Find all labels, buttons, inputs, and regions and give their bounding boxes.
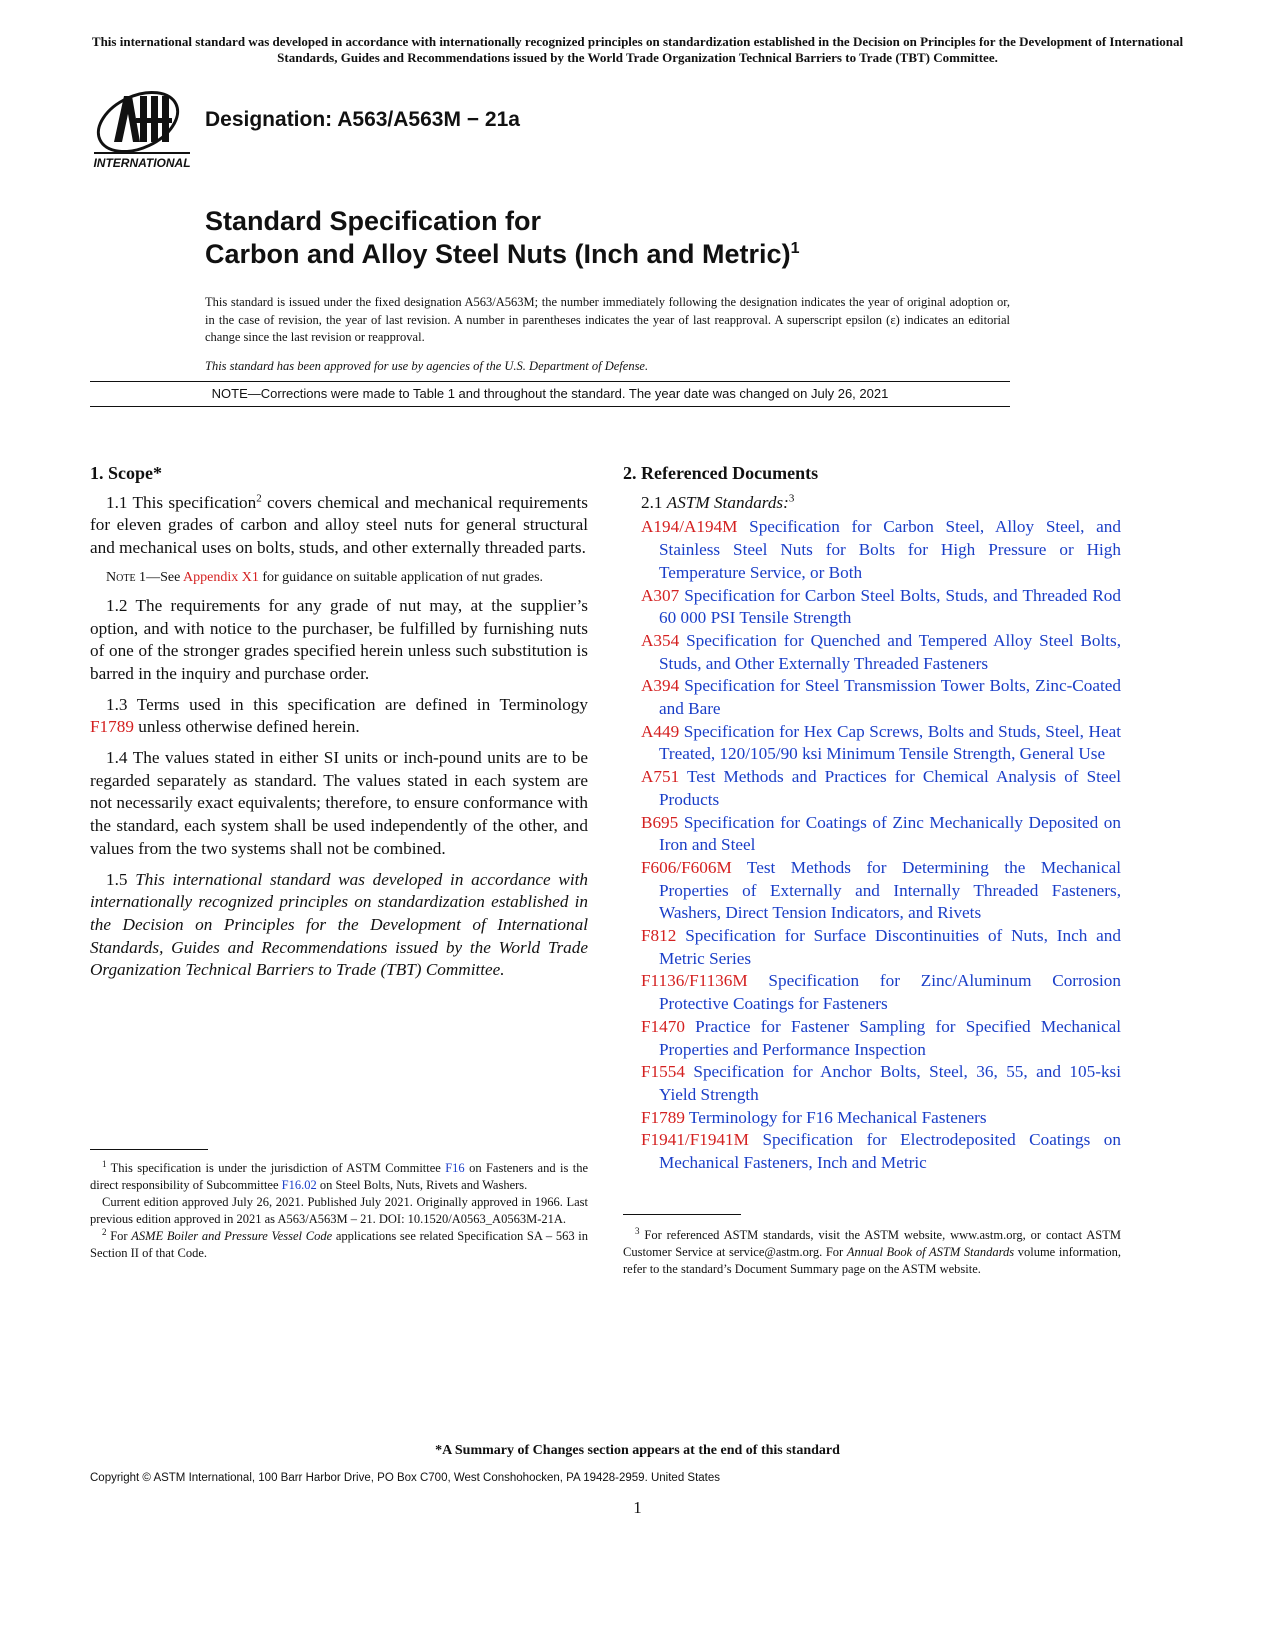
reference-item xyxy=(623,1061,1121,1106)
note-1: Note 1—See Appendix X1 for guidance on suitable application of nut grades. xyxy=(106,569,544,585)
reference-title-link[interactable]: Specification for Anchor Bolts, Steel, 36, 55, and 105-ksi Yield Strength xyxy=(659,1062,1121,1104)
tbt-notice: This international standard was developed in accordance with internationally recognized principles on standardization established in the Decision on Principles for the Development of International Standards, Guides and Recommendations issued by the World Trade Organization Technical Barriers to Trade (TBT) Committee. xyxy=(91,34,1184,65)
scope-1-4: 1.4 The values stated in either SI units or inch-pound units are to be regarded separately as standard. The values stated in each system are not necessarily exact equivalents; therefore, to ensure conformance with the standard, each system shall be used independently of the other, and values from the two systems shall not be combined. xyxy=(90,748,588,858)
reference-code-link[interactable]: A354 xyxy=(641,630,680,650)
reference-item xyxy=(623,857,1121,925)
reference-item xyxy=(623,766,1121,811)
reference-code-link[interactable]: F1470 xyxy=(641,1016,685,1036)
appendix-x1-link[interactable]: Appendix X1 xyxy=(183,569,259,585)
footnote-rule-right xyxy=(623,1214,741,1215)
reference-code-link[interactable]: F606/F606M xyxy=(641,857,732,877)
reference-code-link[interactable]: F1136/F1136M xyxy=(641,971,748,991)
footnote-edition: Current edition approved July 26, 2021. Published July 2021. Originally approved in 1966. Last previous edition approved in 2021 as A563/A563M – 21. DOI: 10.1520/A0563_A0563M-21A. xyxy=(90,1195,588,1226)
reference-code-link[interactable]: A449 xyxy=(641,721,680,741)
footnote-2: $^2$ For ASME Boiler and Pressure Vessel Code applications see related Specification SA – 563 in Section II of that Code. xyxy=(90,1226,589,1260)
reference-title-link[interactable]: Specification for Electrodeposited Coatings on Mechanical Fasteners, Inch and Metric xyxy=(659,1130,1121,1173)
reference-code-link[interactable]: F1789 xyxy=(641,1107,685,1127)
scope-1-3: 1.3 Terms used in this specification are defined in Terminology F1789 unless otherwise defined herein. xyxy=(90,694,588,737)
scope-1-1: 1.1 This specification$^2$ covers chemical and mechanical requirements for eleven grades of carbon and alloy steel nuts for general structural and mechanical uses on bolts, studs, and other externally threaded parts. xyxy=(90,491,588,558)
referenced-list xyxy=(623,516,1121,1174)
reference-item xyxy=(623,721,1121,766)
reference-title-link[interactable]: Specification for Steel Transmission Tower Bolts, Zinc-Coated and Bare xyxy=(659,676,1121,719)
scope-heading: 1. Scope* xyxy=(90,463,162,483)
scope-section xyxy=(90,462,588,990)
reference-title-link[interactable]: Specification for Zinc/Aluminum Corrosion Protective Coatings for Fasteners xyxy=(659,971,1121,1014)
reference-code-link[interactable]: F1941/F1941M xyxy=(641,1130,749,1150)
scope-1-5: 1.5 This international standard was developed in accordance with internationally recognized principles on standardization established in the Decision on Principles for the Development of International Standards, Guides and Recommendations issued by the World Trade Organization Technical Barriers to Trade (TBT) Committee. xyxy=(90,869,588,980)
f16-02-link[interactable]: F16.02 xyxy=(281,1178,317,1192)
reference-title-link[interactable]: Terminology for F16 Mechanical Fasteners xyxy=(684,1107,987,1127)
reference-title-link[interactable]: Specification for Quenched and Tempered Alloy Steel Bolts, Studs, and Other Externally Threaded Fasteners xyxy=(659,630,1121,673)
f1789-link[interactable]: F1789 xyxy=(90,717,134,737)
reference-item xyxy=(623,1107,1121,1130)
footnote-rule xyxy=(90,1149,208,1150)
reference-item xyxy=(623,675,1121,720)
reference-code-link[interactable]: F812 xyxy=(641,926,677,946)
reference-item xyxy=(623,585,1121,630)
reference-code-link[interactable]: B695 xyxy=(641,812,679,832)
reference-item xyxy=(623,630,1121,675)
footnotes-left xyxy=(90,1149,588,1262)
divider-top xyxy=(90,381,1010,382)
footnote-mark-2[interactable]: 2 xyxy=(256,491,262,504)
scope-1-2: 1.2 The requirements for any grade of nut may, at the supplier’s option, and with notice to the purchaser, be fulfilled by furnishing nuts of one of the stronger grades specified herein unless such substitution is barred in the inquiry and purchase order. xyxy=(90,595,588,683)
logo-text: INTERNATIONAL xyxy=(93,156,191,170)
title-line-2 xyxy=(205,238,799,271)
footnotes-right xyxy=(623,1214,1121,1278)
reference-code-link[interactable]: F1554 xyxy=(641,1062,685,1082)
astm-logo-icon xyxy=(92,84,192,170)
title-text: Carbon and Alloy Steel Nuts (Inch and Metric) xyxy=(205,239,791,269)
footnote-3: $^3$ For referenced ASTM standards, visit the ASTM website, www.astm.org, or contact ASTM Customer Service at service@astm.org. For Annual Book of ASTM Standards volume information, refer to the standard’s Document Summary page on the ASTM website. xyxy=(623,1225,1121,1276)
reference-title-link[interactable]: Specification for Carbon Steel, Alloy Steel, and Stainless Steel Nuts for Bolts for High Pressure or High Temperature Service, or Both xyxy=(659,517,1121,582)
reference-item xyxy=(623,1129,1121,1174)
astm-logo xyxy=(92,84,192,170)
referenced-heading: 2. Referenced Documents xyxy=(623,463,819,483)
reference-item xyxy=(623,812,1121,857)
reference-title-link[interactable]: Test Methods and Practices for Chemical Analysis of Steel Products xyxy=(659,767,1121,809)
reference-title-link[interactable]: Specification for Coatings of Zinc Mechanically Deposited on Iron and Steel xyxy=(659,812,1121,855)
reference-code-link[interactable]: A194/A194M xyxy=(641,517,738,537)
reference-code-link[interactable]: A751 xyxy=(641,767,680,787)
correction-note: NOTE—Corrections were made to Table 1 and throughout the standard. The year date was changed on July 26, 2021 xyxy=(211,386,889,401)
reference-item xyxy=(623,970,1121,1015)
reference-item xyxy=(623,925,1121,970)
reference-title-link[interactable]: Specification for Carbon Steel Bolts, Studs, and Threaded Rod 60 000 PSI Tensile Strength xyxy=(659,585,1121,628)
reference-code-link[interactable]: A394 xyxy=(641,676,680,696)
footnote-mark-3[interactable]: 3 xyxy=(788,491,795,504)
issue-statement: This standard is issued under the fixed designation A563/A563M; the number immediately following the designation indicates the year of original adoption or, in the case of revision, the year of last revision. A number in parentheses indicates the year of last reapproval. A superscript epsilon (ε) indicates an editorial change since the last revision or reapproval. xyxy=(205,295,1010,344)
reference-title-link[interactable]: Specification for Surface Discontinuities of Nuts, Inch and Metric Series xyxy=(659,926,1121,968)
designation: Designation: A563/A563M − 21a xyxy=(205,108,520,131)
reference-code-link[interactable]: A307 xyxy=(641,585,680,605)
reference-item xyxy=(623,516,1121,584)
title-footnote-mark[interactable]: 1 xyxy=(790,240,800,257)
astm-standards-label: 2.1 ASTM Standards:$^3$ xyxy=(641,491,795,512)
copyright: Copyright © ASTM International, 100 Barr Harbor Drive, PO Box C700, West Conshohocken, PA 19428-2959. United States xyxy=(90,1472,721,1484)
summary-of-changes-note: *A Summary of Changes section appears at the end of this standard xyxy=(435,1443,840,1458)
footnote-1: $^1$ This specification is under the jurisdiction of ASTM Committee F16 on Fasteners and is the direct responsibility of Subcommittee F16.02 on Steel Bolts, Nuts, Rivets and Washers. xyxy=(90,1158,588,1192)
reference-item xyxy=(623,1016,1121,1061)
divider-bottom xyxy=(90,406,1010,407)
title-line-1: Standard Specification for xyxy=(205,206,542,236)
reference-title-link[interactable]: Test Methods for Determining the Mechanical Properties of Externally and Internally Threaded Fasteners, Washers, Direct Tension Indicators, and Rivets xyxy=(659,857,1121,923)
reference-title-link[interactable]: Specification for Hex Cap Screws, Bolts and Studs, Steel, Heat Treated, 120/105/90 ksi Minimum Tensile Strength, General Use xyxy=(659,721,1121,764)
reference-title-link[interactable]: Practice for Fastener Sampling for Specified Mechanical Properties and Performance Inspection xyxy=(659,1016,1121,1059)
referenced-documents-section xyxy=(623,462,1121,1175)
f16-link[interactable]: F16 xyxy=(445,1161,465,1175)
page-title xyxy=(205,205,799,271)
page-number: 1 xyxy=(633,1498,642,1517)
dod-statement: This standard has been approved for use by agencies of the U.S. Department of Defense. xyxy=(205,359,649,373)
